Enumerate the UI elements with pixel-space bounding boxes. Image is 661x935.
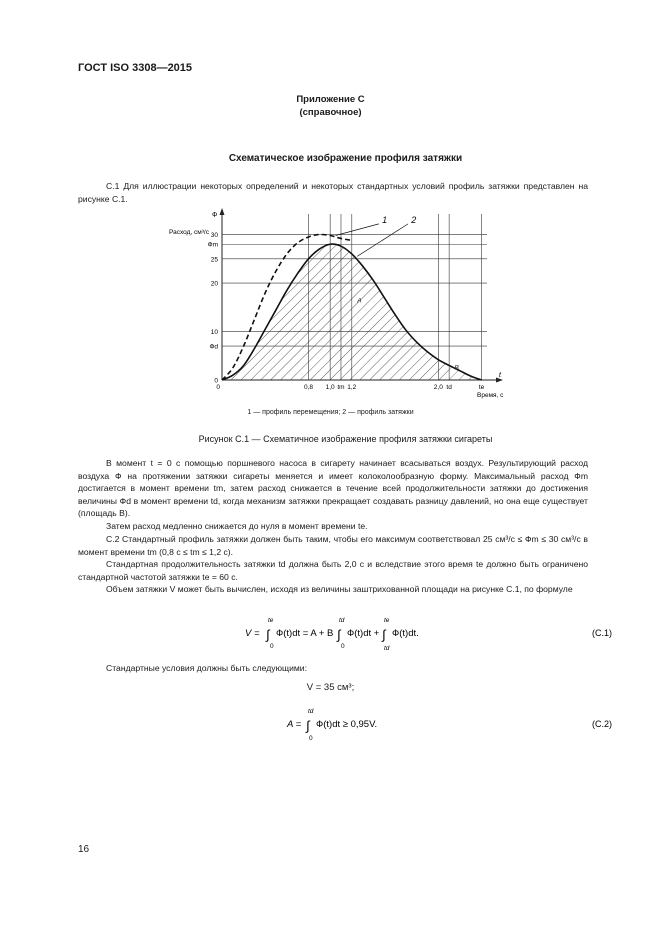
appendix-title: Приложение С (296, 94, 365, 105)
leader-2 (357, 224, 408, 256)
eq1-body1: Ф(t)dt = A + B (276, 628, 334, 639)
equation-c2 (280, 705, 630, 745)
x-tick-label: tm (337, 384, 345, 391)
eq1-body3: Ф(t)dt. (392, 628, 419, 639)
x-axis-label: Время, с (477, 392, 504, 399)
appendix-subtitle: (справочное) (299, 107, 362, 118)
eq2-body: Ф(t)dt ≥ 0,95V. (316, 719, 378, 730)
area-a (222, 244, 482, 380)
y-tick-label: Фm (207, 241, 218, 249)
x-tick-label: te (478, 384, 485, 391)
x-tick-label: 2,0 (433, 384, 443, 391)
paragraph-then: Затем расход медленно снижается до нуля в момент времени te. (106, 521, 368, 531)
y-tick-label: Фd (209, 343, 218, 351)
x-axis-symbol: t (499, 372, 501, 379)
eq1-int2-upper: td (339, 617, 345, 624)
y-tick-label: 10 (210, 329, 218, 337)
paragraph-volume: Объем затяжки V может быть вычислен, исходя из величины заштрихованной площади на рисунке С.1, по формуле (106, 584, 573, 594)
eq1-lhs: V = (245, 628, 260, 639)
y-axis-arrow (220, 208, 225, 215)
eq1-integral-3: ∫ (382, 627, 386, 642)
chart-areas (222, 244, 482, 380)
x-tick-label: 1,2 (347, 384, 357, 391)
y-axis-label: Расход, см³/с (169, 229, 209, 236)
eq1-integral-1: ∫ (266, 627, 270, 642)
paragraph-moment: В момент t = 0 с помощью поршневого насоса в сигарету начинает всасываться воздух. Результирующий расход воздуха Ф на протяжении затяжки сигареты меняется и имеет колоколообразную форму. Максимальный расход Фm достигается в момент времени tm, затем расход снижается в течение всей продолжительности затяжки до достижения величины Фd в момент времени td, когда механизм затяжки прекращает создавать разницу давлений, но она еще существует (площадь В). (78, 458, 588, 519)
x-tick-label: 1,0 (325, 384, 335, 391)
x-tick-label: td (446, 384, 452, 391)
eq2-integral: ∫ (306, 718, 310, 733)
appendix-heading (0, 93, 661, 119)
eq1-body2: Ф(t)dt + (347, 628, 380, 639)
eq1-int3-lower: td (384, 645, 390, 652)
eq2-lhs: A = (287, 719, 302, 730)
paragraph-c2: С.2 Стандартный профиль затяжки должен быть таким, чтобы его максимум соответствовал 25 см³/с ≤ Фm ≤ 30 см³/с в момент времени tm (0,8 с ≤ tm ≤ 1,2 с). (78, 534, 588, 557)
y-axis-symbol: Ф (212, 212, 218, 219)
puff-profile-chart (165, 208, 505, 400)
paragraph-c1: С.1 Для иллюстрации некоторых определений и некоторых стандартных условий профиль затяжки представлен на рисунке С.1. (78, 181, 588, 204)
figure-caption: Рисунок С.1 — Схематичное изображение профиля затяжки сигареты (198, 434, 493, 444)
eq1-number: (С.1) (592, 628, 612, 638)
y-tick-label: 20 (210, 280, 218, 288)
origin-label: 0 (216, 384, 220, 391)
equation-c1 (230, 614, 630, 654)
standard-header: ГОСТ ISO 3308—2015 (78, 62, 193, 74)
eq2-number: (С.2) (592, 719, 612, 729)
page-number: 16 (78, 844, 90, 855)
figure-legend: 1 — профиль перемещения; 2 — профиль затяжки (247, 409, 414, 416)
paragraph-duration: Стандартная продолжительность затяжки td должна быть 2,0 с и вследствие этого время te должно быть ограничено стандартной частотой затяжки te = 60 с. (78, 559, 588, 582)
eq1-int1-lower: 0 (270, 643, 274, 650)
leader-1 (336, 224, 379, 236)
y-tick-label: 0 (214, 377, 218, 385)
y-tick-label: 25 (210, 256, 218, 264)
x-tick-label: 0,8 (304, 384, 314, 391)
eq1-int3-upper: te (384, 617, 390, 624)
eq1-integral-2: ∫ (337, 627, 341, 642)
section-title: Схематическое изображение профиля затяжки (228, 153, 463, 164)
eq1-int2-lower: 0 (341, 643, 345, 650)
eq2-int-upper: td (308, 708, 314, 715)
curve-label-1: 1 (382, 214, 388, 225)
area-label-b: B (454, 364, 459, 372)
area-label-a: A (357, 297, 362, 305)
curve-label-2: 2 (411, 214, 417, 225)
eq2-int-lower: 0 (309, 735, 313, 742)
y-tick-label: 30 (210, 232, 218, 240)
equation-volume: V = 35 см³; (306, 682, 355, 693)
eq1-int1-upper: te (268, 617, 274, 624)
paragraph-standard-conditions: Стандартные условия должны быть следующими: (106, 663, 307, 673)
